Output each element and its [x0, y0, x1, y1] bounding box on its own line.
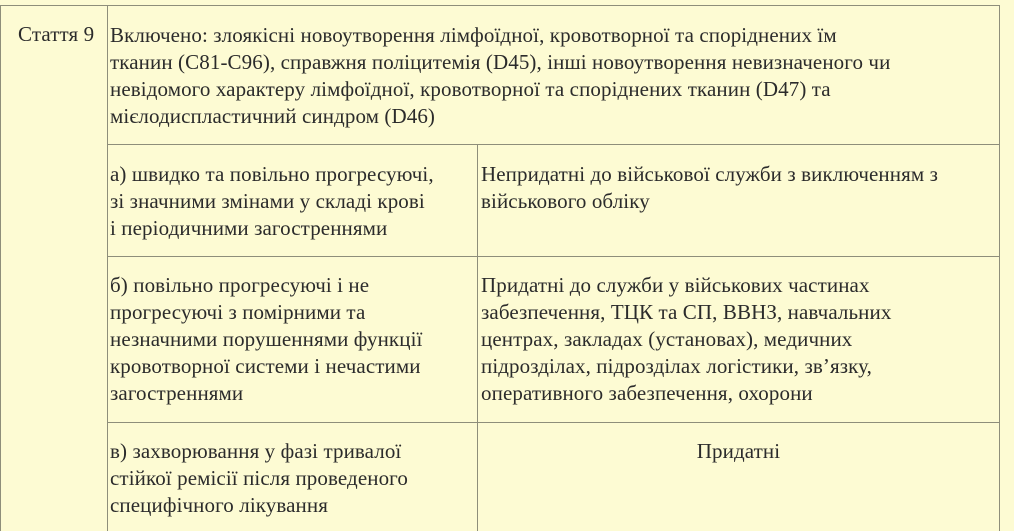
verdict-line: Непридатні до військової служби з виключенням з [481, 162, 938, 186]
table-border-left [0, 5, 1, 531]
verdict-line: забезпечення, ТЦК та СП, ВВНЗ, навчальних [481, 300, 892, 324]
condition-line: кровотворної системи і нечастими [110, 354, 421, 378]
condition-line: зі значними змінами у складі крові [110, 189, 425, 213]
verdict-cell-a [481, 161, 938, 215]
verdict-cell-b [481, 272, 891, 407]
article-column-divider [107, 5, 108, 531]
condition-line: загостреннями [110, 381, 244, 405]
included-line: мієлодиспластичний синдром (D46) [110, 104, 436, 128]
condition-line: в) захворювання у фазі тривалої [110, 439, 402, 463]
table-border-top [0, 5, 1000, 6]
included-line: Включено: злоякісні новоутворення лімфоїдної, кровотворної та споріднених їм [110, 23, 837, 47]
verdict-line: центрах, закладах (установах), медичних [481, 327, 853, 351]
condition-line: специфічного лікування [110, 493, 328, 517]
verdict-line: військового обліку [481, 189, 650, 213]
included-line: тканин (С81-С96), справжня поліцитемія (D45), інші новоутворення невизначеного чи [110, 50, 891, 74]
condition-cell-a [110, 161, 434, 242]
verdict-line: оперативного забезпечення, охорони [481, 381, 813, 405]
verdict-line: підрозділах, підрозділах логістики, зв’язку, [481, 354, 872, 378]
included-line: невідомого характеру лімфоїдної, кровотворної та споріднених тканин (D47) та [110, 77, 831, 101]
row-divider-2 [108, 256, 1000, 257]
article-included-text [110, 22, 890, 130]
condition-line: б) повільно прогресуючі і не [110, 273, 370, 297]
row-divider-3 [108, 422, 1000, 423]
condition-cell-c [110, 438, 408, 519]
condition-line: а) швидко та повільно прогресуючі, [110, 162, 434, 186]
condition-cell-b [110, 272, 422, 407]
table-border-right [999, 5, 1000, 531]
condition-line: незначними порушеннями функції [110, 327, 423, 351]
verdict-column-divider [477, 144, 478, 531]
condition-line: і періодичними загостреннями [110, 216, 388, 240]
verdict-line: Придатні до служби у військових частинах [481, 273, 870, 297]
verdict-cell-c [478, 438, 999, 465]
condition-line: прогресуючі з помірними та [110, 300, 366, 324]
row-divider-1 [108, 144, 1000, 145]
condition-line: стійкої ремісії після проведеного [110, 466, 408, 490]
article-label: Стаття 9 [18, 22, 95, 46]
verdict-line: Придатні [696, 439, 781, 463]
